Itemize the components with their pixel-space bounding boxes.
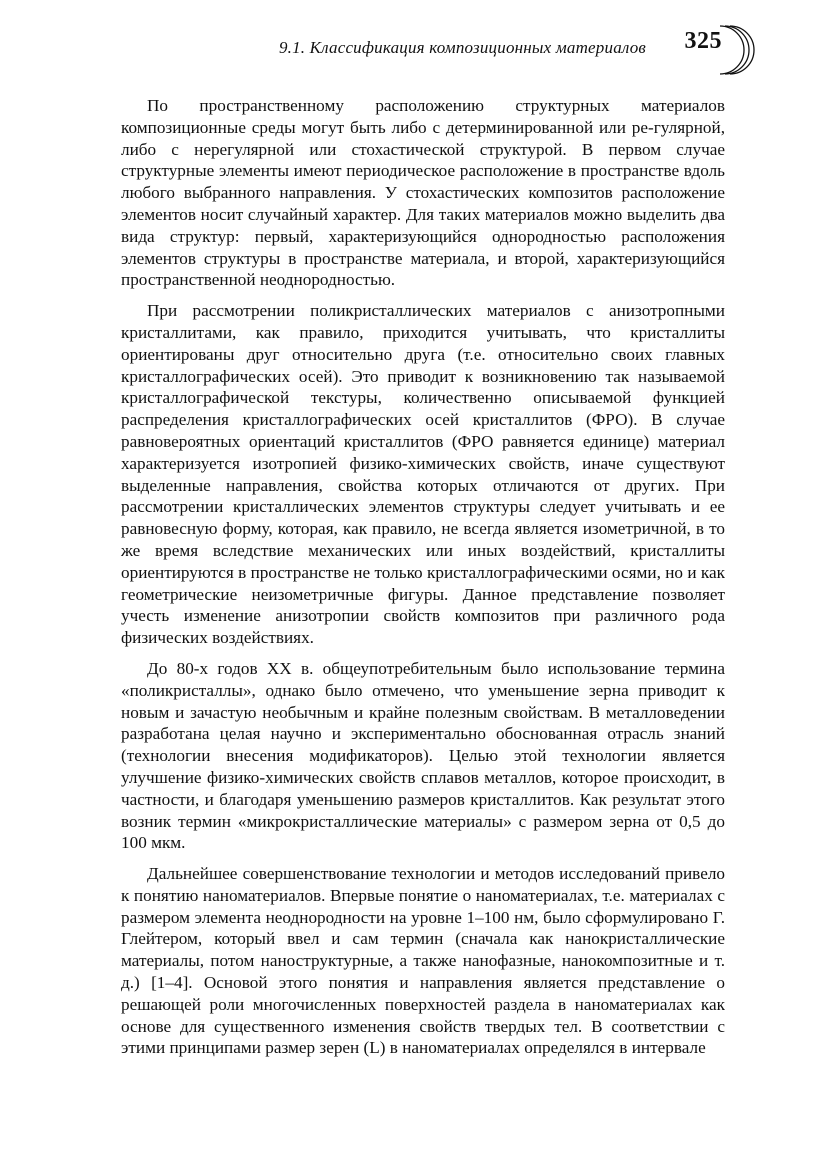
body-text	[121, 95, 725, 1068]
page-corner-arcs-icon	[716, 22, 756, 78]
paragraph-1: По пространственному расположению структурных материалов композиционные среды могут быть либо с детерминированной или ре-гулярной, либо с нерегулярной или стохастической структурой. В первом случае структурные элементы имеют периодическое расположение в пространстве вдоль любого выбранного направления. У стохастических композитов расположение элементов носит случайный характер. Для таких материалов можно выделить два вида структур: первый, характеризующийся однородностью расположения элементов структуры в пространстве материала, и второй, характеризующийся пространственной неоднородностью.	[121, 96, 725, 290]
running-title: 9.1. Классификация композиционных материалов	[278, 38, 646, 57]
page-number: 325	[684, 28, 722, 54]
page-header	[120, 28, 756, 78]
paragraph-2: При рассмотрении поликристаллических материалов с анизотропными кристаллитами, как правило, приходится учитывать, что кристаллиты ориентированы друг относительно друга (т.е. относительно своих главных кристаллографических осей). Это приводит к возникновению так называемой кристаллографической текстуры, количественно описываемой функцией распределения кристаллографических осей кристаллитов (ФРО). В случае равновероятных ориентаций кристаллитов (ФРО равняется единице) материал характеризуется изотропией физико-химических свойств, иначе существуют выделенные направления, свойства которых отличаются от других. При рассмотрении кристаллических элементов структуры следует учитывать и ее равновесную форму, которая, как правило, не всегда является изометричной, в то же время вследствие механических или иных воздействий, кристаллиты ориентируются в пространстве не только кристаллографическими осями, но и как геометрические неизометричные фигуры. Данное представление позволяет учесть изменение анизотропии свойств композитов при различного рода физических воздействиях.	[121, 301, 725, 648]
paragraph-3: До 80-х годов XX в. общеупотребительным было использование термина «поликристаллы», однако было отмечено, что уменьшение зерна приводит к новым и зачастую необычным и крайне полезным свойствам. В металловедении разработана целая научно и экспериментально обоснованная отрасль знаний (технологии внесения модификаторов). Целью этой технологии является улучшение физико-химических свойств сплавов металлов, которое происходит, в частности, и благодаря уменьшению размеров кристаллитов. Как результат этого возник термин «микрокристаллические материалы» с размером зерна от 0,5 до 100 мкм.	[121, 658, 725, 853]
paragraph-4: Дальнейшее совершенствование технологии и методов исследований привело к понятию наноматериалов. Впервые понятие о наноматериалах, т.е. материалах с размером элемента неоднородности на уровне 1–100 нм, было сформулировано Г. Глейтером, который ввел и сам термин (сначала как нанокристаллические материалы, потом наноструктурные, а также нанофазные, нанокомпозитные и т. д.) [1–4]. Основой этого понятия и направления является представление о решающей роли многочисленных поверхностей раздела в наноматериалах как основе для существенного изменения свойств твердых тел. В соответствии с этими принципами размер зерен (L) в наноматериалах определялся в интервале	[121, 864, 725, 1058]
